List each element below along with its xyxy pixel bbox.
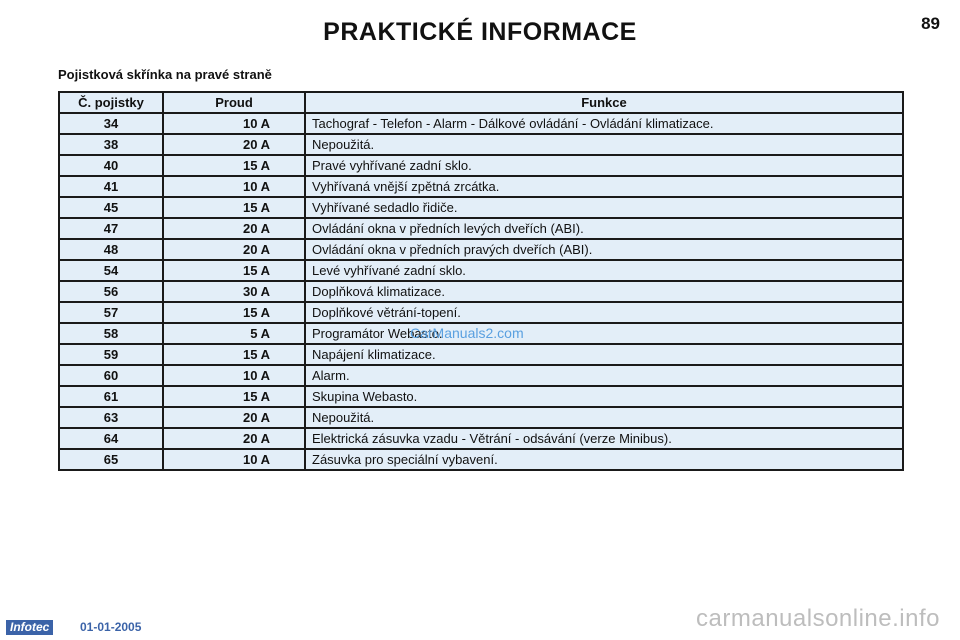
current-cell: 20 A: [163, 407, 305, 428]
function-cell: Doplňkové větrání-topení.: [305, 302, 903, 323]
current-cell: 20 A: [163, 239, 305, 260]
table-row: [59, 239, 903, 260]
function-cell: Tachograf - Telefon - Alarm - Dálkové ovládání - Ovládání klimatizace.: [305, 113, 903, 134]
current-cell: 20 A: [163, 218, 305, 239]
table-row: [59, 197, 903, 218]
page-number: 89: [921, 14, 940, 33]
fuse-number-cell: 47: [59, 218, 163, 239]
fuse-number-cell: 63: [59, 407, 163, 428]
fuse-table: [58, 91, 904, 471]
table-row: [59, 155, 903, 176]
function-cell: Nepoužitá.: [305, 134, 903, 155]
table-row: [59, 344, 903, 365]
current-cell: 15 A: [163, 386, 305, 407]
section-subtitle: Pojistková skřínka na pravé straně: [58, 67, 272, 82]
function-cell: Napájení klimatizace.: [305, 344, 903, 365]
footer-site-watermark: carmanualsonline.info: [696, 605, 940, 632]
header-current: Proud: [163, 92, 305, 113]
function-cell: Levé vyhřívané zadní sklo.: [305, 260, 903, 281]
current-cell: 10 A: [163, 449, 305, 470]
table-row: [59, 134, 903, 155]
watermark-text: CarManuals2.com: [410, 325, 524, 341]
table-row: [59, 449, 903, 470]
table-row: [59, 302, 903, 323]
current-cell: 10 A: [163, 176, 305, 197]
current-cell: 15 A: [163, 197, 305, 218]
fuse-number-cell: 54: [59, 260, 163, 281]
table-row: [59, 428, 903, 449]
current-cell: 15 A: [163, 260, 305, 281]
table-row: [59, 281, 903, 302]
infotec-logo: Infotec: [6, 620, 53, 635]
footer-date: 01-01-2005: [80, 620, 142, 634]
fuse-number-cell: 56: [59, 281, 163, 302]
header-fuse-number: Č. pojistky: [59, 92, 163, 113]
table-row: [59, 113, 903, 134]
function-cell: Nepoužitá.: [305, 407, 903, 428]
function-cell: Ovládání okna v předních levých dveřích (ABI).: [305, 218, 903, 239]
fuse-number-cell: 57: [59, 302, 163, 323]
fuse-number-cell: 64: [59, 428, 163, 449]
table-row: [59, 407, 903, 428]
table-row: [59, 365, 903, 386]
current-cell: 20 A: [163, 134, 305, 155]
table-row: [59, 260, 903, 281]
current-cell: 5 A: [163, 323, 305, 344]
function-cell: Zásuvka pro speciální vybavení.: [305, 449, 903, 470]
fuse-number-cell: 34: [59, 113, 163, 134]
function-cell: Elektrická zásuvka vzadu - Větrání - odsávání (verze Minibus).: [305, 428, 903, 449]
function-cell: Vyhřívaná vnější zpětná zrcátka.: [305, 176, 903, 197]
fuse-number-cell: 38: [59, 134, 163, 155]
current-cell: 10 A: [163, 365, 305, 386]
fuse-number-cell: 59: [59, 344, 163, 365]
function-cell: Skupina Webasto.: [305, 386, 903, 407]
fuse-number-cell: 60: [59, 365, 163, 386]
current-cell: 20 A: [163, 428, 305, 449]
function-cell: Alarm.: [305, 365, 903, 386]
fuse-number-cell: 40: [59, 155, 163, 176]
current-cell: 15 A: [163, 302, 305, 323]
function-cell: Pravé vyhřívané zadní sklo.: [305, 155, 903, 176]
function-cell: Ovládání okna v předních pravých dveřích (ABI).: [305, 239, 903, 260]
table-row: [59, 218, 903, 239]
table-header-row: [59, 92, 903, 113]
fuse-number-cell: 65: [59, 449, 163, 470]
fuse-number-cell: 45: [59, 197, 163, 218]
function-cell: Programátor Webasto.: [305, 323, 903, 344]
fuse-number-cell: 61: [59, 386, 163, 407]
current-cell: 30 A: [163, 281, 305, 302]
table-row: [59, 176, 903, 197]
current-cell: 15 A: [163, 155, 305, 176]
page-title: PRAKTICKÉ INFORMACE: [323, 18, 637, 46]
current-cell: 10 A: [163, 113, 305, 134]
fuse-number-cell: 41: [59, 176, 163, 197]
fuse-number-cell: 58: [59, 323, 163, 344]
current-cell: 15 A: [163, 344, 305, 365]
function-cell: Vyhřívané sedadlo řidiče.: [305, 197, 903, 218]
function-cell: Doplňková klimatizace.: [305, 281, 903, 302]
fuse-number-cell: 48: [59, 239, 163, 260]
header-function: Funkce: [305, 92, 903, 113]
table-row: [59, 386, 903, 407]
